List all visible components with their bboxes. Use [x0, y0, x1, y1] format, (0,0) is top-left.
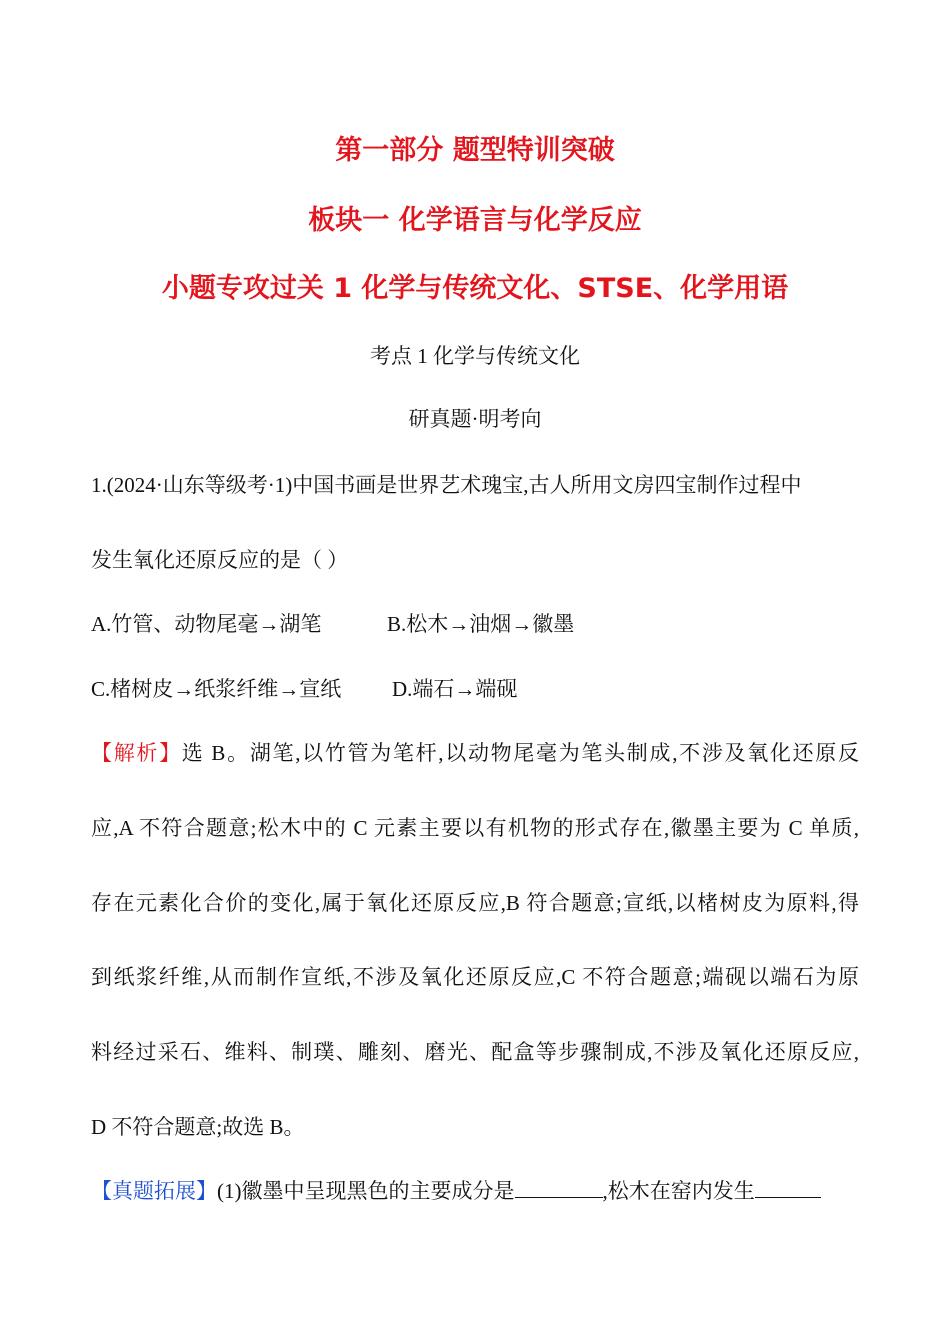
option-c: C.楮树皮→纸浆纤维→宣纸	[91, 677, 342, 701]
answer-blank-1[interactable]	[515, 1177, 603, 1198]
analysis-line-3: 存在元素化合价的变化,属于氧化还原反应,B 符合题意;宣纸,以楮树皮为原料,得	[91, 891, 859, 915]
block-title: 板块一 化学语言与化学反应	[308, 205, 642, 236]
analysis-line-2: 应,A 不符合题意;松木中的 C 元素主要以有机物的形式存在,徽墨主要为 C 单质,	[91, 816, 859, 840]
analysis-text-1: 选 B。湖笔,以竹管为笔杆,以动物尾毫为笔头制成,不涉及氧化还原反	[181, 741, 859, 765]
extension-text-1: (1)徽墨中呈现黑色的主要成分是	[217, 1179, 515, 1203]
extension-tag: 【真题拓展】	[91, 1179, 217, 1203]
option-a: A.竹管、动物尾毫→湖笔	[91, 612, 322, 636]
analysis-tag: 【解析】	[91, 741, 182, 765]
part-title: 第一部分 题型特训突破	[335, 135, 615, 166]
answer-blank-2[interactable]	[755, 1177, 821, 1198]
topic-title: 小题专攻过关 1 化学与传统文化、STSE、化学用语	[161, 273, 789, 304]
analysis-line-6: D 不符合题意;故选 B。	[91, 1115, 305, 1139]
section-subheading: 研真题·明考向	[408, 407, 542, 431]
kaodian-heading: 考点 1 化学与传统文化	[370, 344, 580, 368]
analysis-line-1	[91, 739, 859, 767]
analysis-line-5: 料经过采石、维料、制璞、雕刻、磨光、配盒等步骤制成,不涉及氧化还原反应,	[91, 1040, 859, 1064]
analysis-line-4: 到纸浆纤维,从而制作宣纸,不涉及氧化还原反应,C 不符合题意;端砚以端石为原	[91, 965, 859, 989]
question-stem-line-2: 发生氧化还原反应的是（ ）	[91, 548, 349, 572]
option-b: B.松木→油烟→徽墨	[387, 612, 575, 636]
extension-text-2: ,松木在窑内发生	[602, 1179, 755, 1203]
option-d: D.端石→端砚	[392, 677, 518, 701]
question-stem-line-1: 1.(2024·山东等级考·1)中国书画是世界艺术瑰宝,古人所用文房四宝制作过程中	[91, 473, 802, 497]
extension-line	[91, 1177, 821, 1205]
